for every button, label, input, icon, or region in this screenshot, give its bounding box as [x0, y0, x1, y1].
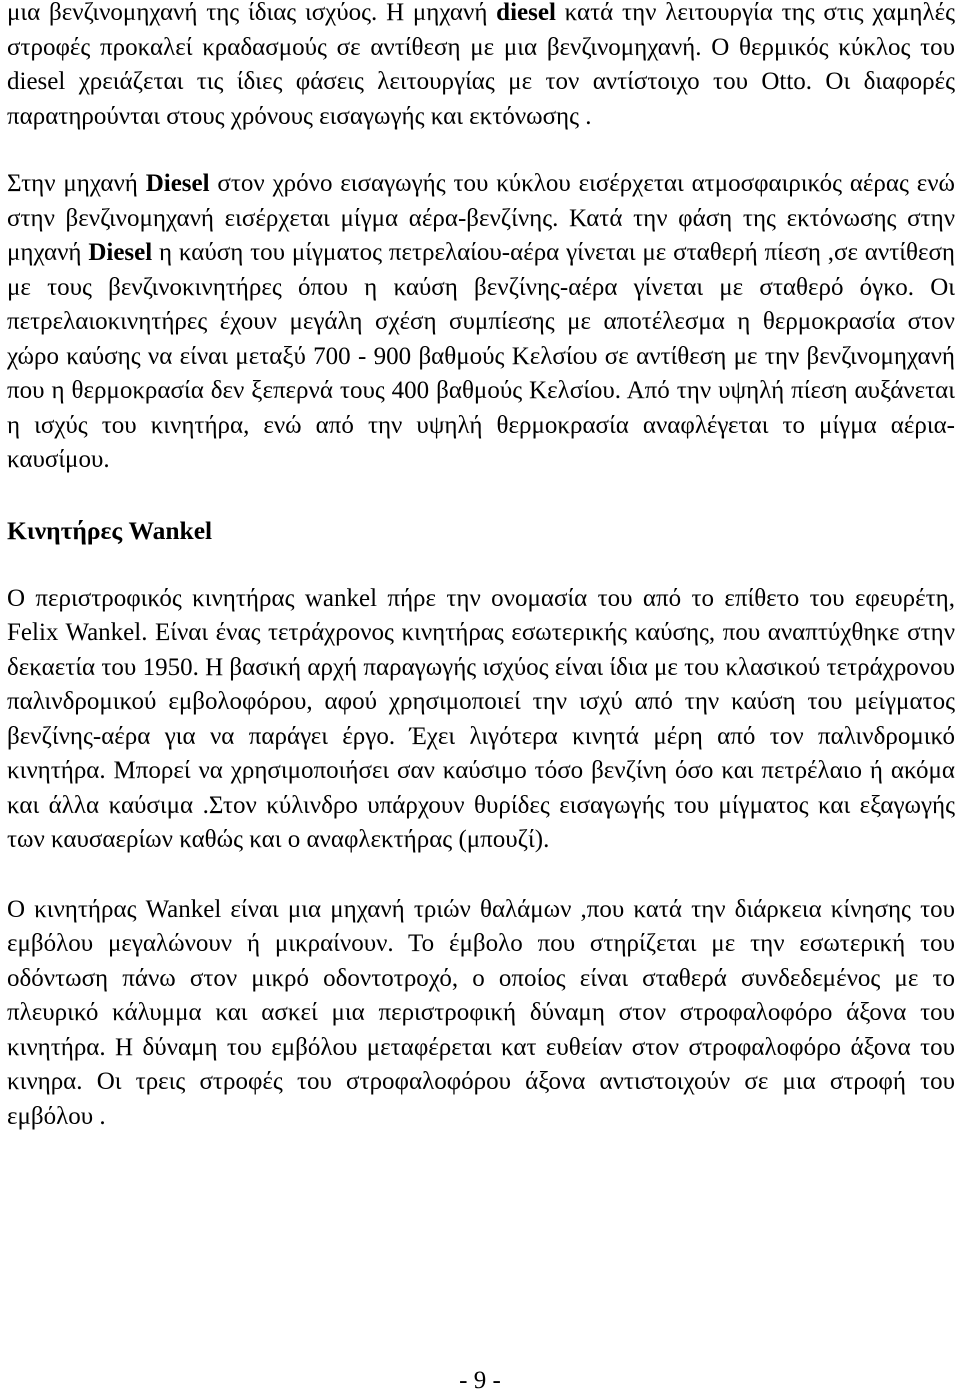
paragraph-diesel-combustion	[7, 167, 955, 478]
paragraph-diesel-vibrations	[7, 0, 955, 134]
bold-term-diesel: Diesel	[88, 239, 153, 266]
paragraph-text: Στην μηχανή	[7, 170, 146, 197]
paragraph-text: μια βενζινομηχανή της ίδιας ισχύος. Η μηχανή	[7, 0, 497, 26]
paragraph-wankel-intro: Ο περιστροφικός κινητήρας wankel πήρε την ονομασία του από το επίθετο του εφευρέτη, Felix Wankel. Είναι ένας τετράχρονος κινητήρας εσωτερικής καύσης, που αναπτύχθηκε στην δεκαετία του 1950. Η βασική αρχή παραγωγής ισχύος είναι ίδια με του κλασικού τετράχρονου παλινδρομικού εμβολοφόρου, αφού χρησιμοποιεί την ισχύ από την καύση του μείγματος βενζίνης-αέρα για να παράγει έργο. Έχει λιγότερα κινητά μέρη από τον παλινδρομικό κινητήρα. Μπορεί να χρησιμοποιήσει σαν καύσιμο τόσο βενζίνη όσο και πετρέλαιο ή ακόμα και άλλα καύσιμα .Στον κύλινδρο υπάρχουν θυρίδες εισαγωγής του μίγματος και εξαγωγής των καυσαερίων καθώς και ο αναφλεκτήρας (μπουζί).	[7, 584, 955, 853]
paragraph-text: κατά την λειτουργία της στις χαμηλές στροφές προκαλεί κραδασμούς σε αντίθεση με μια βενζινομηχανή. Ο θερμικός κύκλος του diesel χρειάζεται τις ίδιες φάσεις λειτουργίας με τον αντίστοιχο του Otto. Οι διαφορές παρατηρούνται στους χρόνους εισαγωγής και εκτόνωσης .	[7, 0, 955, 130]
paragraph-wankel-chambers: Ο κινητήρας Wankel είναι μια μηχανή τριών θαλάμων ,που κατά την διάρκεια κίνησης του εμβόλου μεγαλώνουν ή μικραίνουν. Το έμβολο που στηρίζεται με την εσωτερική του οδόντωση πάνω στον μικρό οδοντοτροχό, ο οποίος είναι σταθερά συνδεδεμένος με το πλευρικό κάλυμμα και ασκεί μια περιστροφική δύναμη στον στροφαλοφόρο άξονα του κινητήρα. Η δύναμη του εμβόλου μεταφέρεται κατ ευθείαν στον στροφαλοφόρο άξονα του κινηρα. Οι τρεις στροφές του στροφαλοφόρου άξονα αντιστοιχούν σε μια στροφή του εμβόλου .	[7, 895, 955, 1130]
paragraph-text: η καύση του μίγματος πετρελαίου-αέρα γίνεται με σταθερή πίεση ,σε αντίθεση με τους βενζινοκινητήρες όπου η καύση βενζίνης-αέρα γίνεται με σταθερό όγκο. Οι πετρελαιοκινητήρες έχουν μεγάλη σχέση συμπίεσης με αποτέλεσμα η θερμοκρασία στον χώρο καύσης να είναι μεταξύ 700 - 900 βαθμούς Κελσίου σε αντίθεση με την βενζινομηχανή που η θερμοκρασία δεν ξεπερνά τους 400 βαθμούς Κελσίου. Από την υψηλή πίεση αυξάνεται η ισχύς του κινητήρα, ενώ από την υψηλή θερμοκρασία αναφλέγεται το μίγμα αέρια-καυσίμου.	[7, 239, 956, 473]
paragraph-text: στον χρόνο εισαγωγής του κύκλου εισέρχεται ατμοσφαιρικός αέρας ενώ στην βενζινομηχανή εισέρχεται μίγμα αέρα-βενζίνης. Κατά την φάση της εκτόνωσης στην μηχανή	[7, 170, 955, 266]
bold-term-diesel: Diesel	[145, 170, 210, 197]
page-number: - 9 -	[459, 1367, 501, 1394]
document-page	[7, 0, 955, 1134]
bold-term-diesel: diesel	[496, 0, 556, 26]
section-heading-wankel: Κινητήρες Wankel	[7, 515, 213, 545]
